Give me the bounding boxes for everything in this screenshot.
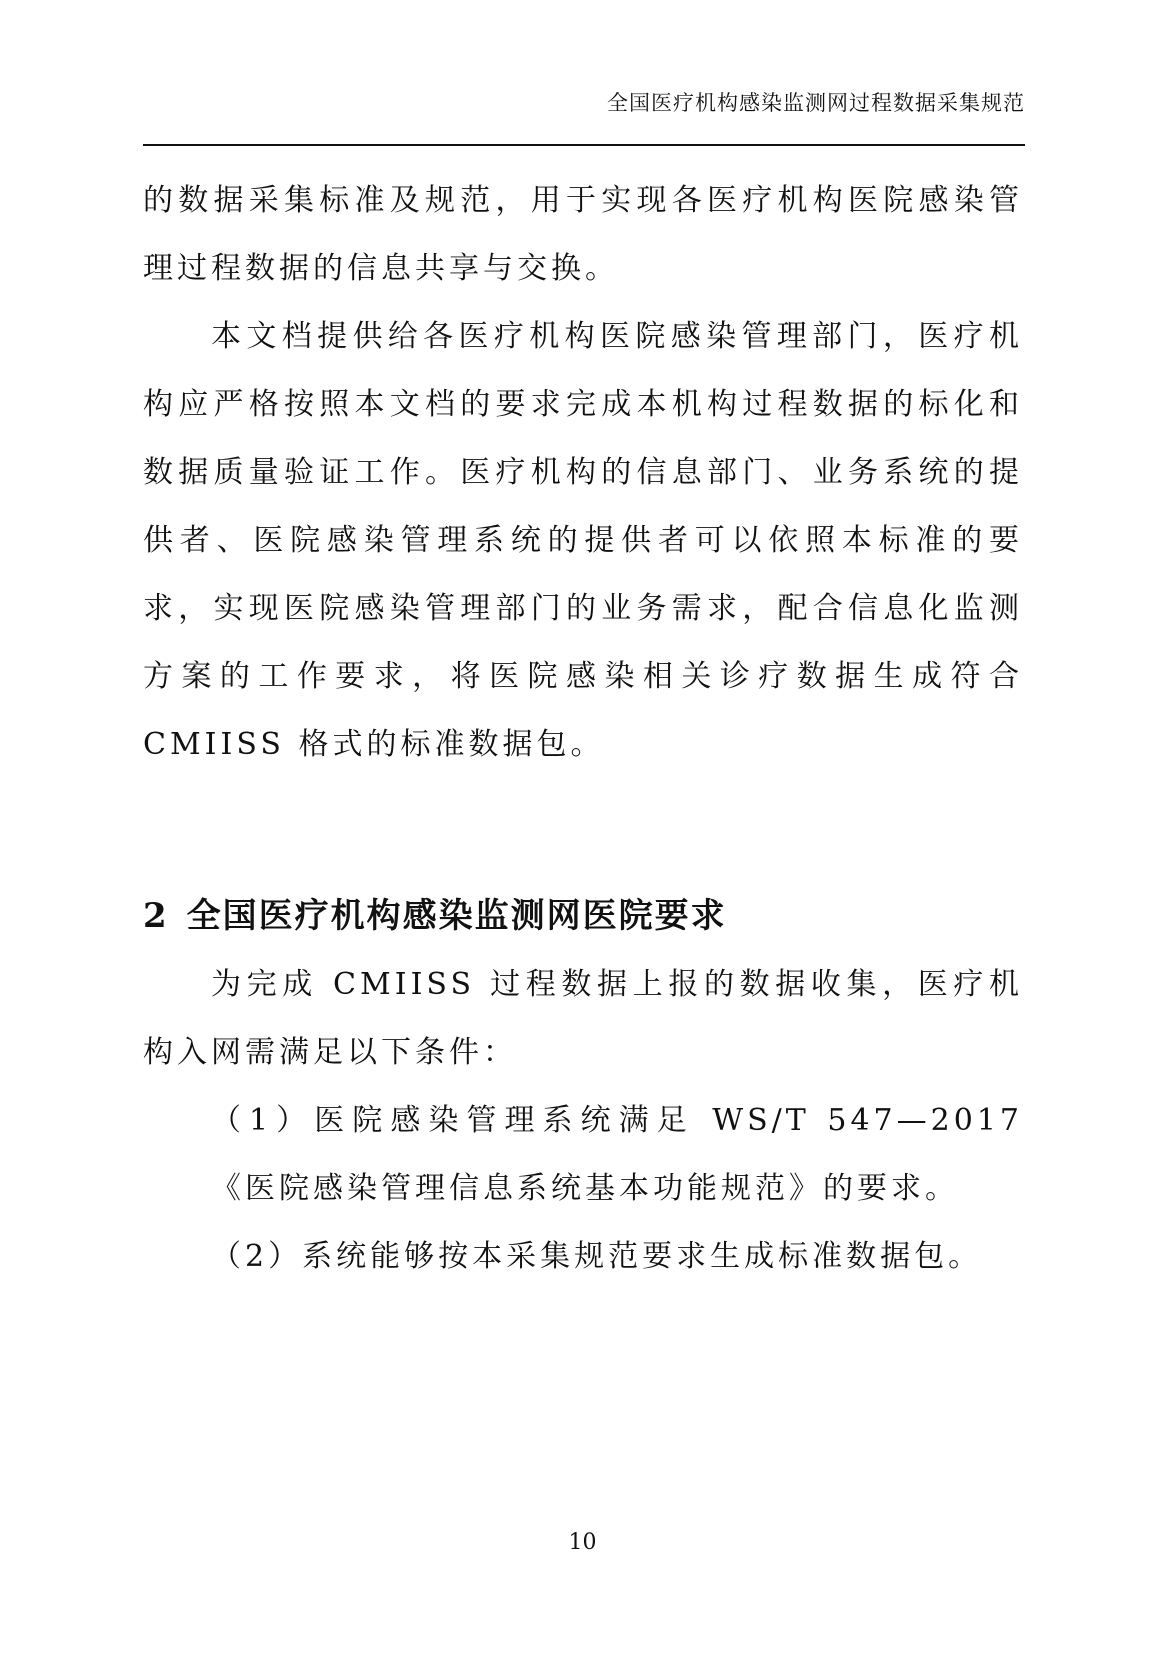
intro-paragraph-continued: 的数据采集标准及规范，用于实现各医疗机构医院感染管理过程数据的信息共享与交换。 xyxy=(143,183,1023,286)
section-2-heading xyxy=(143,891,1023,941)
section-title-text: 全国医疗机构感染监测网医院要求 xyxy=(186,896,727,936)
requirement-item-2: （2）系统能够按本采集规范要求生成标准数据包。 xyxy=(211,1239,983,1274)
section-number: 2 xyxy=(143,896,169,936)
page-body xyxy=(143,167,1023,1291)
page-number: 10 xyxy=(568,1530,597,1555)
running-header: 全国医疗机构感染监测网过程数据采集规范 xyxy=(607,91,1025,115)
requirement-item-1: （1）医院感染管理系统满足 WS/T 547—2017《医院感染管理信息系统基本功能规范》的要求。 xyxy=(211,1103,1023,1206)
section-2-body xyxy=(143,951,1023,1291)
intro-paragraph-usage: 本文档提供给各医疗机构医院感染管理部门，医疗机构应严格按照本文档的要求完成本机构过程数据的标化和数据质量验证工作。医疗机构的信息部门、业务系统的提供者、医院感染管理系统的提供者可以依照本标准的要求，实现医院感染管理部门的业务需求，配合信息化监测方案的工作要求，将医院感染相关诊疗数据生成符合 CMIISS 格式的标准数据包。 xyxy=(143,319,1023,762)
section-2-intro: 为完成 CMIISS 过程数据上报的数据收集，医疗机构入网需满足以下条件： xyxy=(143,967,1023,1070)
header-divider xyxy=(143,144,1025,146)
